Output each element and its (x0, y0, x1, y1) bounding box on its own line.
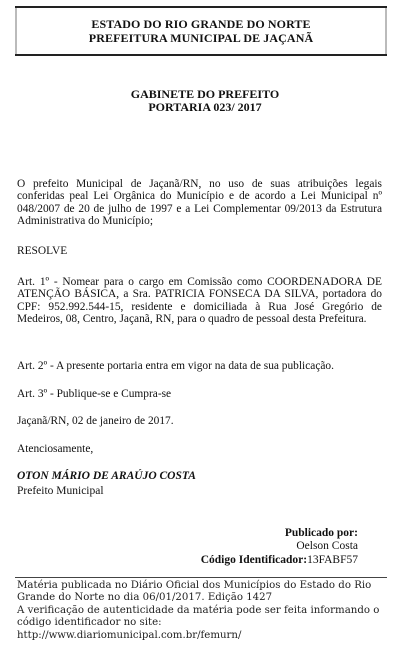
title-office: GABINETE DO PREFEITO (130, 87, 280, 101)
footer-publication-note: Matéria publicada no Diário Oficial dos Municípios do Estado do Rio Grande do Norte no dia 06/01/2017. Edição 1427 (17, 580, 372, 604)
document-header (15, 6, 387, 56)
place-date: Jaçanã/RN, 02 de janeiro de 2017. (17, 415, 174, 427)
resolve-label: RESOLVE (17, 245, 68, 257)
publication-footer (17, 580, 387, 642)
header-prefeitura: PREFEITURA MUNICIPAL DE JAÇANÃ (88, 31, 314, 45)
signatory-role: Prefeito Municipal (17, 485, 104, 497)
published-by-name: Oelson Costa (296, 540, 358, 553)
article-3: Art. 3º - Publique-se e Cumpra-se (17, 388, 172, 400)
footer-verification-note: A verificação de autenticidade da matéria pode ser feita informando o código identificador no site: (17, 604, 380, 629)
closing-text: Atenciosamente, (17, 443, 94, 455)
document-title (0, 88, 410, 114)
header-state: ESTADO DO RIO GRANDE DO NORTE (91, 17, 311, 31)
preamble-paragraph: O prefeito Municipal de Jaçanã/RN, no uso de suas atribuições legais conferidas peal Lei Orgânica do Município e de acordo a Lei Municipal nº 048/2007 de 20 de julho de 1997 e a Lei Complementar 09/2013 da Estrutura Administrativa do Município; (17, 178, 382, 228)
title-portaria: PORTARIA 023/ 2017 (148, 100, 262, 114)
identifier-line (201, 554, 358, 567)
identifier-code: 13FABF57 (307, 553, 358, 566)
publication-info (201, 527, 358, 567)
article-1: Art. 1º - Nomear para o cargo em Comissão como COORDENADORA DE ATENÇÃO BÁSICA, a Sra. PATRICIA FONSECA DA SILVA, portadora do CPF: 952.992.544-15, residente e domiciliada à Rua José Gregório de Medeiros, 08, Centro, Jaçanã, RN, para o quadro de pessoal desta Prefeitura. (17, 276, 382, 326)
footer-divider (15, 577, 387, 578)
footer-url-link[interactable]: http://www.diariomunicipal.com.br/femurn/ (17, 629, 242, 641)
article-2: Art. 2º - A presente portaria entra em vigor na data de sua publicação. (17, 360, 334, 372)
signatory-name: OTON MÁRIO DE ARAÚJO COSTA (17, 470, 196, 482)
identifier-label: Código Identificador: (200, 553, 308, 566)
published-by-label: Publicado por: (284, 527, 358, 539)
